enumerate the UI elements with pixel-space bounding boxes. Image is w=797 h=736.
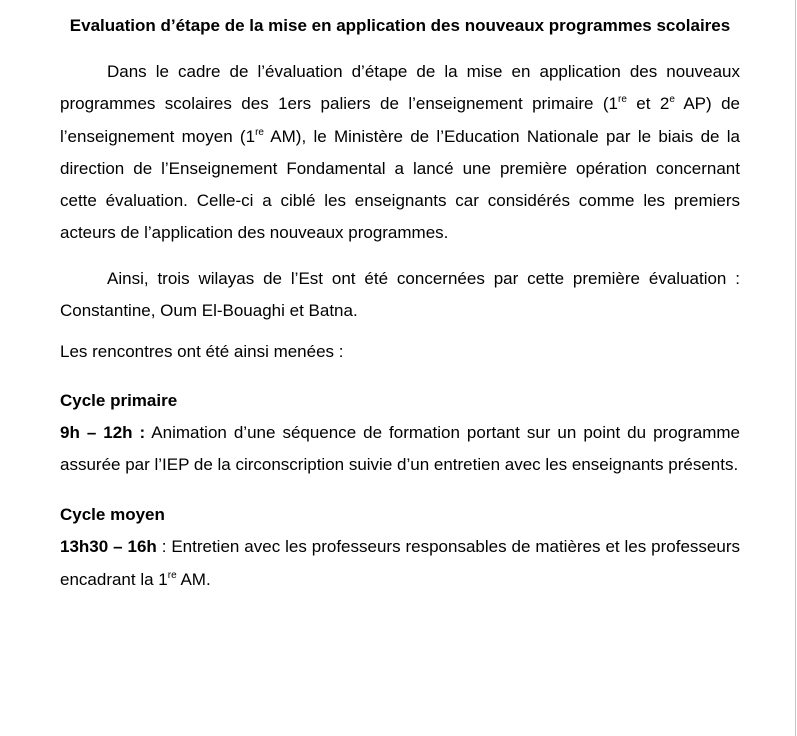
document-title: Evaluation d’étape de la mise en application des nouveaux programmes scolaires [69,16,731,35]
superscript-re: re [167,569,177,581]
superscript-re: re [617,94,627,106]
document-body [60,14,740,596]
time-range-moyen: 13h30 – 16h [60,537,157,557]
paragraph-cycle-primaire [60,417,740,482]
cycle-primaire-text: Animation d’une séquence de formation portant sur un point du programme assurée par l’IEP de la circonscription suivie d’un entretien avec les enseignants présents. [60,422,740,474]
cycle-moyen-text-2: AM. [176,569,211,589]
cycle-moyen-text-1: : Entretien avec les professeurs responsables de matières et les professeurs encadrant la 1 [60,537,740,589]
superscript-re: re [255,126,264,138]
paragraph-context-text-4: AM), le Ministère de l’Education Nationale par le biais de la direction de l’Enseignement Fondamental a lancé une première opération concernant cette évaluation. Celle-ci a ciblé les enseignants car considérés comme les premiers acteurs de l’application des nouveaux programmes. [60,126,740,243]
heading-cycle-primaire: Cycle primaire [60,390,178,410]
paragraph-context [60,56,740,250]
superscript-e: e [669,94,675,106]
heading-cycle-moyen: Cycle moyen [60,505,165,525]
paragraph-context-text-2: et 2 [626,94,670,114]
paragraph-cycle-moyen [60,531,740,596]
paragraph-context-text-3: AP) de l’enseignement moyen (1 [60,94,740,146]
paragraph-context-text-1: Dans le cadre de l’évaluation d’étape de la mise en application des nouveaux programmes scolaires des 1ers paliers de l’enseignement primaire (1 [60,62,740,114]
paragraph-wilayas: Ainsi, trois wilayas de l’Est ont été concernées par cette première évaluation : Constantine, Oum El-Bouaghi et Batna. [60,268,740,321]
time-range-primaire: 9h – 12h : [60,422,146,442]
paragraph-rencontres: Les rencontres ont été ainsi menées : [60,342,344,362]
